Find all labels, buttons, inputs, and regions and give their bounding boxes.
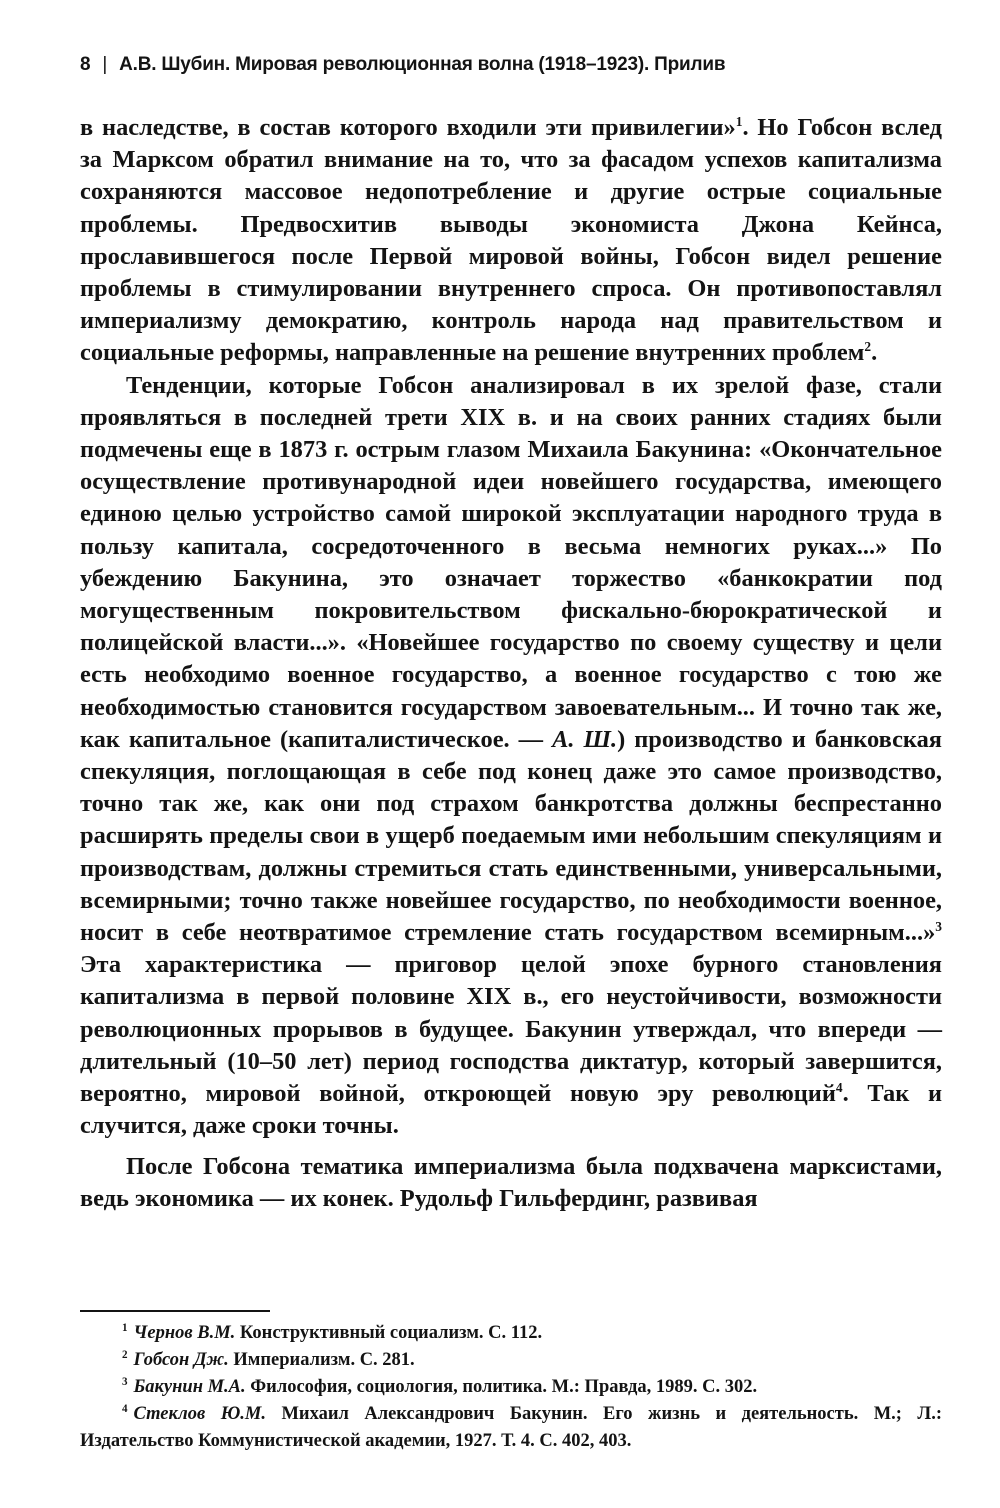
paragraph-2: Тенденции, которые Гобсон анализировал в их зрелой фазе, стали проявляться в последней трети XIX в. и на своих ранних стадиях были подмечены еще в 1873 г. острым глазом Михаила Бакунина: «Окончательное осуществление противународной идеи новейшего государства, имеющего единою целью устройство самой широкой эксплуатации народного труда в пользу капитала, сосредоточенного в весьма немногих руках...» По убеждению Бакунина, это означает торжество «банкократии под могущественным покровительством фискально-бюрократической и полицейской власти...». «Новейшее государство по своему существу и цели есть необходимо военное государство, а военное государство с тою же необходимостью становится государством завоевательным... И точно так же, как капитальное (капиталистическое. — А. Ш.) производство и банковская спекуляция, поглощающая в себе под конец даже это самое производство, точно так же, как они под страхом банкротства должны беспрестанно расширять пределы свои в ущерб поедаемым ими небольшим спекуляциям и производствам, должны стремиться стать единственными, универсальными, всемирными; точно также новейшее государство, по необходимости военное, носит в себе неотвратимое стремление стать государством всемирным...»$^3$ Эта характеристика — приговор целой эпохе бурного становления капитализма в первой половине XIX в., его неустойчивости, возможности революционных прорывов в будущее. Бакунин утверждал, что впереди — длительный (10–50 лет) период господства диктатур, который завершится, вероятно, мировой войной, откроющей новую эру революций$^4$. Так и случится, даже сроки точны. bbox=[80, 371, 942, 1140]
footnote-ref-1: 1 bbox=[735, 113, 743, 129]
footnote-3: $^3$ Бакунин М.А. Философия, социология, политика. М.: Правда, 1989. С. 302. bbox=[122, 1375, 758, 1397]
paragraph-1: в наследстве, в состав которого входили эти привилегии»$^1$. Но Гобсон вслед за Марксом обратил внимание на то, что за фасадом успехов капитализма сохраняются массовое недопотребление и другие острые социальные проблемы. Предвосхитив выводы экономиста Джона Кейнса, прославившегося после Первой мировой войны, Гобсон видел решение проблемы в стимулировании внутреннего спроса. Он противопоставлял империализму демократию, контроль народа над правительством и социальные реформы, направленные на решение внутренних проблем$^2$. bbox=[80, 113, 942, 367]
running-head bbox=[80, 54, 940, 76]
header-separator: | bbox=[102, 54, 108, 75]
body-text bbox=[80, 112, 942, 1215]
author-initials: А. Ш. bbox=[552, 725, 618, 753]
paragraph-3: После Гобсона тематика империализма была подхвачена марксистами, ведь экономика — их конек. Рудольф Гильфердинг, развивая bbox=[80, 1152, 942, 1212]
footnotes bbox=[80, 1320, 942, 1455]
footnote-ref-2: 2 bbox=[864, 339, 872, 355]
page-number: 8 bbox=[80, 54, 91, 75]
footnote-4: $^4$ Стеклов Ю.М. Михаил Александрович Бакунин. Его жизнь и деятельность. М.; Л.: Издательство Коммунистической академии, 1927. Т. 4. С. 402, 403. bbox=[80, 1402, 943, 1451]
book-title: А.В. Шубин. Мировая революционная волна (1918–1923). Прилив bbox=[119, 54, 726, 75]
footnote-ref-3: 3 bbox=[935, 918, 942, 934]
footnote-divider bbox=[80, 1310, 270, 1312]
footnote-2: $^2$ Гобсон Дж. Империализм. С. 281. bbox=[122, 1348, 415, 1370]
footnote-1: $^1$ Чернов В.М. Конструктивный социализм. С. 112. bbox=[122, 1321, 543, 1343]
footnote-ref-4: 4 bbox=[835, 1079, 843, 1095]
